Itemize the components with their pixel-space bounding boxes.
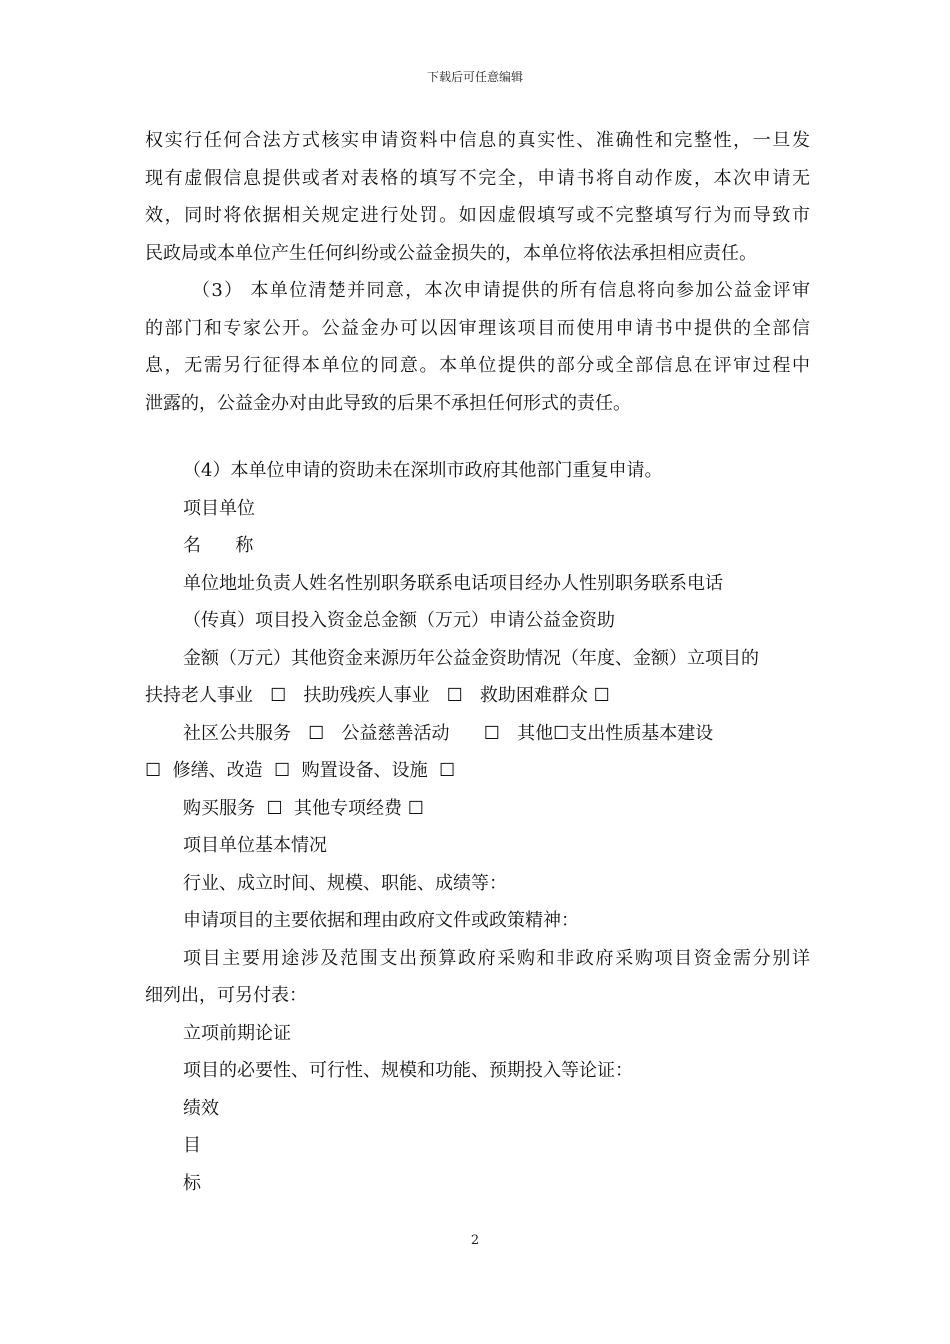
form-checkbox-row-purpose-1: 扶持老人事业 ☐ 扶助残疾人事业 ☐ 救助困难群众 ☐ <box>145 685 610 706</box>
form-checkbox-row-expense: ☐ 修缮、改造 ☐ 购置设备、设施 ☐ <box>145 760 456 781</box>
form-label-performance: 绩效 <box>183 1097 219 1119</box>
form-label-funding: （传真）项目投入资金总金额（万元）申请公益金资助 <box>183 610 615 631</box>
page-number: 2 <box>470 1233 480 1248</box>
form-label-basis: 申请项目的主要依据和理由政府文件或政策精神： <box>183 910 579 931</box>
paragraph-disclosure <box>145 272 810 422</box>
form-checkbox-row-purpose-2: 社区公共服务 ☐ 公益慈善活动 ☐ 其他☐支出性质基本建设 <box>183 722 714 744</box>
form-label-industry: 行业、成立时间、规模、职能、成绩等： <box>183 872 507 894</box>
text-line: 息，无需另行征得本单位的同意。本单位提供的部分或全部信息在评审过程中 <box>145 355 810 376</box>
page-header: 下载后可任意编辑 <box>426 70 523 84</box>
document-body <box>145 122 810 1202</box>
form-label-feasibility: 立项前期论证 <box>183 1022 291 1044</box>
form-label-usage-cont: 细列出，可另付表： <box>145 985 307 1006</box>
text-line: 现有虚假信息提供或者对表格的填写不完全，申请书将自动作废，本次申请无 <box>145 167 810 189</box>
form-label-name: 名 称 <box>183 535 254 556</box>
form-label-project-unit: 项目单位 <box>183 497 255 519</box>
text-line: 泄露的，公益金办对由此导致的后果不承担任何形式的责任。 <box>145 392 631 414</box>
form-checkbox-row-expense-2: 购买服务 ☐ 其他专项经费 ☐ <box>183 797 424 819</box>
form-label-target-1: 目 <box>183 1135 201 1156</box>
text-line: 的部门和专家公开。公益金办可以因审理该项目而使用申请书中提供的全部信 <box>145 317 810 339</box>
form-label-usage: 项目主要用途涉及范围支出预算政府采购和非政府采购项目资金需分别详 <box>183 947 810 969</box>
form-label-amount: 金额（万元）其他资金来源历年公益金资助情况（年度、金额）立项目的 <box>183 647 759 669</box>
form-label-contacts: 单位地址负责人姓名性别职务联系电话项目经办人性别职务联系电话 <box>183 572 723 594</box>
text-line: 权实行任何合法方式核实申请资料中信息的真实性、准确性和完整性，一旦发 <box>145 130 810 151</box>
form-label-target-2: 标 <box>183 1172 201 1194</box>
paragraph-no-duplicate: （4）本单位申请的资助未在深圳市政府其他部门重复申请。 <box>183 460 663 481</box>
text-line: 效，同时将依据相关规定进行处罚。如因虚假填写或不完整填写行为而导致市 <box>145 205 810 226</box>
text-line: 民政局或本单位产生任何纠纷或公益金损失的，本单位将依法承担相应责任。 <box>145 242 757 264</box>
form-label-necessity: 项目的必要性、可行性、规模和功能、预期投入等论证： <box>183 1060 633 1081</box>
form-label-unit-basic-info: 项目单位基本情况 <box>183 835 327 856</box>
paragraph-verification <box>145 122 810 272</box>
text-line: （3） 本单位清楚并同意，本次申请提供的所有信息将向参加公益金评审 <box>192 280 810 301</box>
